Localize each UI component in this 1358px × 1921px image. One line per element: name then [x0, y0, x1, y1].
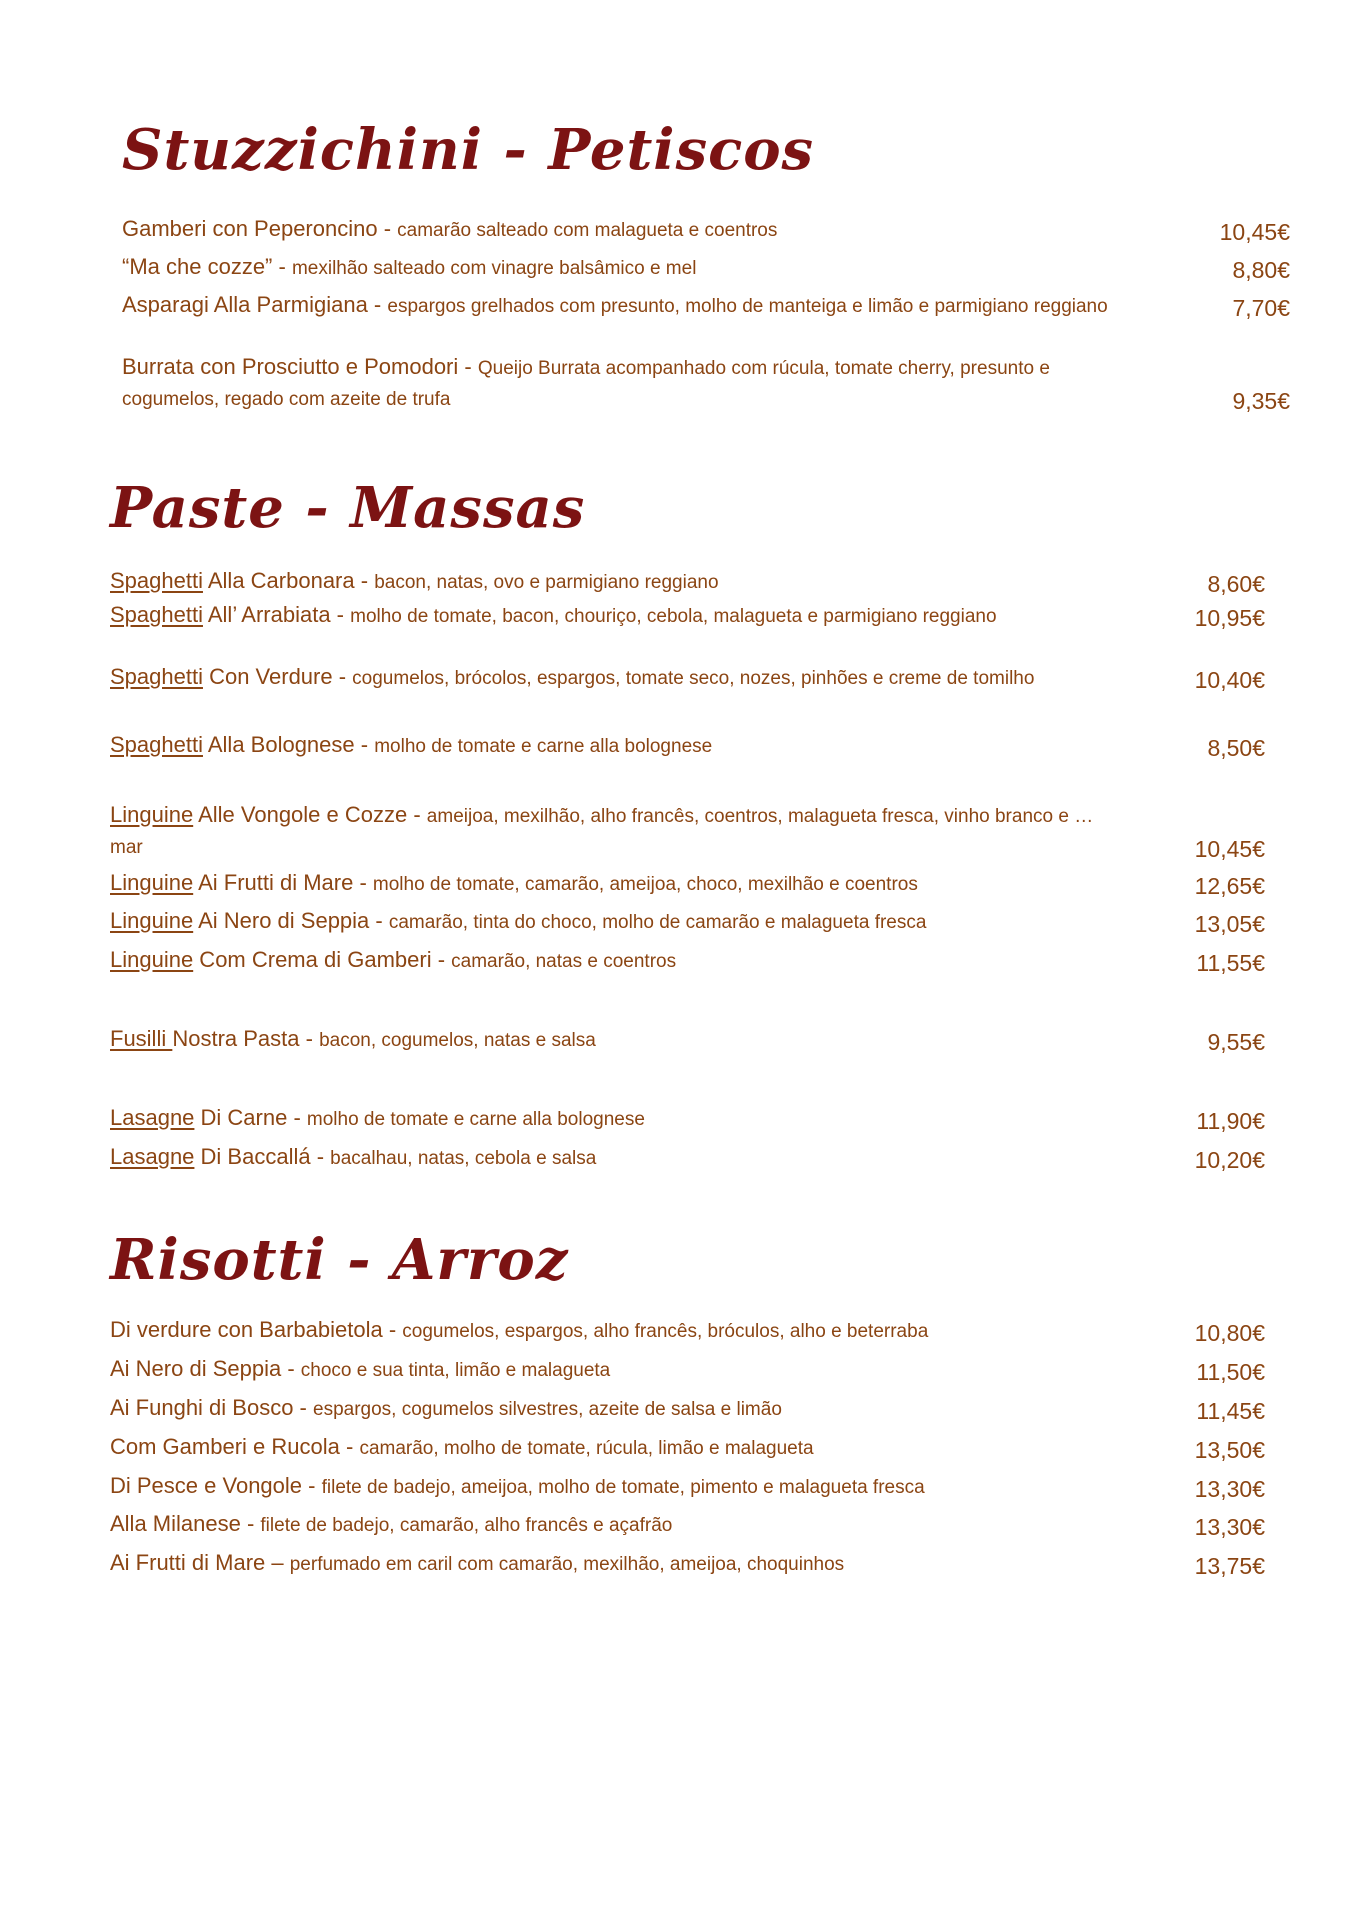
item-description: cogumelos, espargos, alho francês, bróculos, alho e beterraba [402, 1321, 929, 1342]
item-price: 10,95€ [1194, 605, 1265, 631]
item-price: 13,05€ [1194, 911, 1265, 937]
item-separator: – [265, 1550, 290, 1575]
item-description: espargos grelhados com presunto, molho de manteiga e limão e parmigiano reggiano [387, 296, 1108, 317]
item-description: molho de tomate, bacon, chouriço, cebola, malagueta e parmigiano reggiano [350, 606, 997, 627]
item-name: Ai Nero di Seppia [110, 1356, 282, 1381]
item-name: Gamberi con Peperoncino [122, 216, 378, 241]
item-separator: - [302, 1473, 322, 1498]
item-separator: - [330, 602, 351, 627]
item-name: Di verdure con Barbabietola [110, 1317, 383, 1342]
item-separator: - [272, 254, 292, 279]
item-description: perfumado em caril com camarão, mexilhão, ameijoa, choquinhos [289, 1554, 845, 1575]
item-separator: - [354, 732, 375, 757]
item-description: molho de tomate, camarão, ameijoa, choco, mexilhão e coentros [372, 874, 918, 895]
item-name: Ai Frutti di Mare [110, 1550, 266, 1575]
item-separator: - [354, 568, 375, 593]
item-name: Com Crema di Gamberi [193, 947, 432, 972]
item-name: Alla Bolognese [202, 732, 355, 757]
menu-item [110, 566, 1265, 599]
item-description: molho de tomate e carne alla bolognese [374, 736, 713, 757]
item-separator: - [299, 1026, 320, 1051]
item-description: molho de tomate e carne alla bolognese [306, 1109, 645, 1130]
item-name: Burrata con Prosciutto e Pomodori [122, 354, 459, 379]
menu-item [110, 906, 1265, 939]
item-separator: - [281, 1356, 301, 1381]
item-description: filete de badejo, ameijoa, molho de tomate, pimento e malagueta fresca [321, 1477, 925, 1498]
pasta-type: Spaghetti [110, 732, 203, 757]
item-price: 9,35€ [1232, 388, 1290, 414]
item-separator: - [353, 870, 373, 895]
item-price: 13,30€ [1194, 1514, 1265, 1540]
pasta-type: Linguine [110, 947, 194, 972]
item-description: bacalhau, natas, cebola e salsa [330, 1148, 597, 1169]
menu-item [110, 1315, 1265, 1348]
item-price: 11,55€ [1196, 950, 1265, 976]
pasta-type: Linguine [110, 802, 194, 827]
item-name: Com Gamberi e Rucola [110, 1434, 340, 1459]
menu-item [110, 1548, 1265, 1581]
item-price: 11,90€ [1196, 1108, 1265, 1134]
item-name: Ai Nero di Seppia [193, 908, 370, 933]
item-price: 8,80€ [1232, 257, 1290, 283]
item-separator: - [431, 947, 452, 972]
item-separator: - [382, 1317, 403, 1342]
menu-item [122, 252, 1290, 285]
item-name: Ai Funghi di Bosco [110, 1395, 294, 1420]
item-description: choco e sua tinta, limão e malagueta [300, 1360, 611, 1381]
item-price: 12,65€ [1194, 873, 1265, 899]
item-name: Di Pesce e Vongole [110, 1473, 303, 1498]
item-name: All’ Arrabiata [202, 602, 331, 627]
pasta-type: Lasagne [110, 1105, 195, 1130]
item-name: Di Baccallá [194, 1144, 311, 1169]
item-separator: - [240, 1511, 261, 1536]
item-separator: - [287, 1105, 307, 1130]
item-description: bacon, natas, ovo e parmigiano reggiano [374, 572, 719, 593]
item-description: filete de badejo, camarão, alho francês e açafrão [260, 1515, 673, 1536]
menu-item [110, 800, 1265, 864]
menu-item [122, 290, 1290, 323]
item-description: bacon, cogumelos, natas e salsa [319, 1030, 596, 1051]
item-separator: - [369, 908, 389, 933]
item-description: ameijoa, mexilhão, alho francês, coentros, malagueta fresca, vinho branco e … mar [110, 806, 1094, 858]
pasta-type: Lasagne [110, 1144, 195, 1169]
item-description: Queijo Burrata acompanhado com rúcula, tomate cherry, presunto e cogumelos, regado com azeite de trufa [122, 358, 1050, 410]
item-name: Asparagi Alla Parmigiana [122, 292, 368, 317]
item-separator: - [332, 664, 353, 689]
menu-item [110, 1432, 1265, 1465]
item-separator: - [407, 802, 427, 827]
menu-item [110, 868, 1265, 901]
item-name: “Ma che cozze” [122, 254, 273, 279]
item-separator: - [377, 216, 398, 241]
pasta-type: Linguine [110, 908, 194, 933]
item-price: 7,70€ [1232, 295, 1290, 321]
section-title-paste: Paste - Massas [110, 475, 586, 541]
item-description: cogumelos, brócolos, espargos, tomate seco, nozes, pinhões e creme de tomilho [352, 668, 1035, 689]
item-separator: - [310, 1144, 331, 1169]
item-description: camarão, molho de tomate, rúcula, limão e malagueta [359, 1438, 814, 1459]
item-separator: - [458, 354, 478, 379]
item-separator: - [339, 1434, 360, 1459]
item-price: 8,50€ [1207, 735, 1265, 761]
item-description: camarão, natas e coentros [451, 951, 677, 972]
item-price: 11,45€ [1196, 1398, 1265, 1424]
menu-item [110, 1354, 1265, 1387]
section-title-stuzzichini: Stuzzichini - Petiscos [122, 117, 815, 183]
item-separator: - [293, 1395, 313, 1420]
menu-item [110, 730, 1265, 763]
menu-item [122, 352, 1290, 416]
menu-item [110, 662, 1265, 695]
item-description: camarão, tinta do choco, molho de camarão e malagueta fresca [388, 912, 927, 933]
item-price: 13,50€ [1194, 1437, 1265, 1463]
item-price: 13,75€ [1194, 1553, 1265, 1579]
item-price: 13,30€ [1194, 1476, 1265, 1502]
pasta-type: Spaghetti [110, 602, 203, 627]
item-description: camarão salteado com malagueta e coentros [397, 220, 778, 241]
item-price: 10,80€ [1194, 1320, 1265, 1346]
item-price: 10,45€ [1194, 836, 1265, 862]
item-separator: - [367, 292, 388, 317]
section-title-risotti: Risotti - Arroz [110, 1227, 569, 1293]
menu-item [110, 1103, 1265, 1136]
menu-item [110, 1471, 1265, 1504]
menu-item [110, 1509, 1265, 1542]
item-name: Alla Carbonara [202, 568, 355, 593]
item-price: 10,20€ [1194, 1147, 1265, 1173]
item-price: 11,50€ [1196, 1359, 1265, 1385]
item-name: Alla Milanese [110, 1511, 241, 1536]
item-name: Con Verdure [202, 664, 333, 689]
menu-item [110, 1024, 1265, 1057]
pasta-type: Linguine [110, 870, 194, 895]
item-description: mexilhão salteado com vinagre balsâmico e mel [291, 258, 697, 279]
item-description: espargos, cogumelos silvestres, azeite de salsa e limão [313, 1399, 782, 1420]
menu-item [110, 600, 1265, 633]
item-name: Di Carne [194, 1105, 288, 1130]
item-price: 10,45€ [1219, 219, 1290, 245]
menu-item [122, 214, 1290, 247]
menu-item [110, 1142, 1265, 1175]
pasta-type: Fusilli [110, 1026, 173, 1051]
item-name: Alle Vongole e Cozze [193, 802, 408, 827]
item-price: 8,60€ [1207, 571, 1265, 597]
menu-item [110, 945, 1265, 978]
item-name: Ai Frutti di Mare [193, 870, 354, 895]
item-name: Nostra Pasta [172, 1026, 300, 1051]
menu-item [110, 1393, 1265, 1426]
pasta-type: Spaghetti [110, 568, 203, 593]
pasta-type: Spaghetti [110, 664, 203, 689]
item-price: 10,40€ [1194, 667, 1265, 693]
item-price: 9,55€ [1207, 1029, 1265, 1055]
